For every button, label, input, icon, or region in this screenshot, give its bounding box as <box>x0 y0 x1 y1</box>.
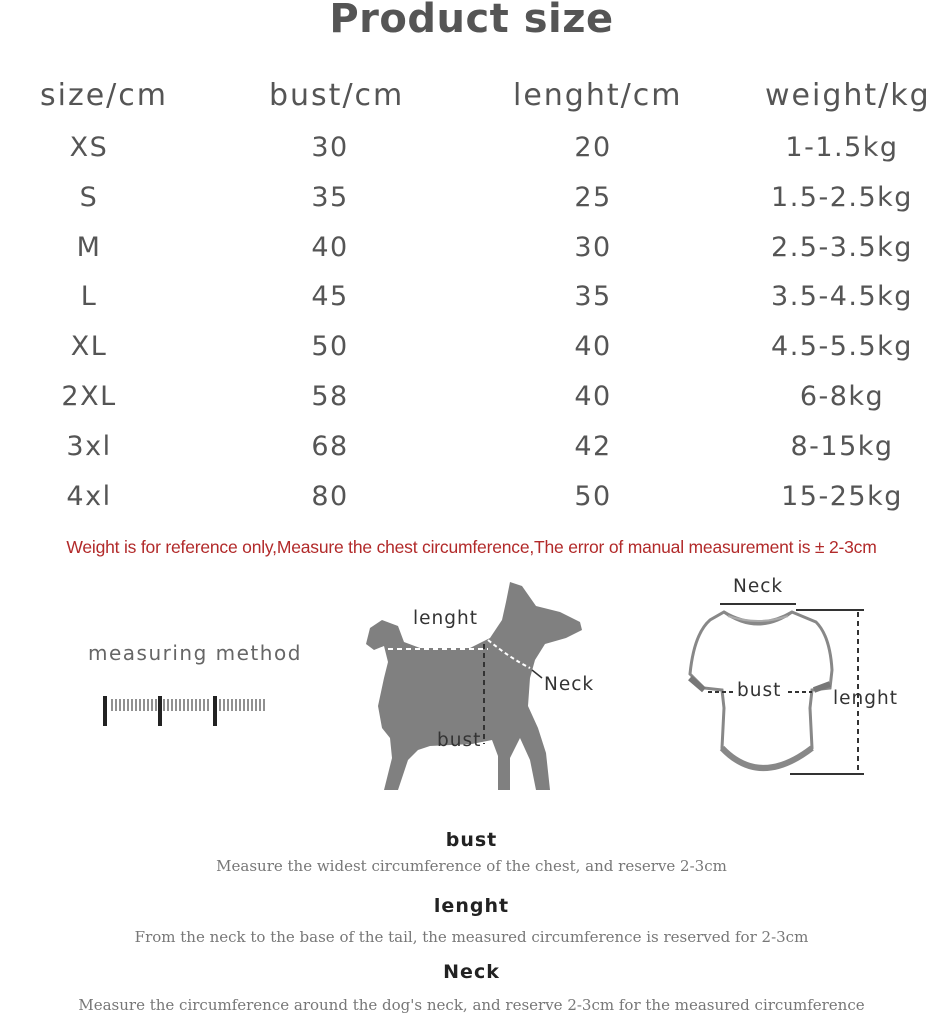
cell-weight: 15-25kg <box>781 480 903 512</box>
neck-desc-title: Neck <box>443 961 500 983</box>
cell-bust: 45 <box>311 281 349 313</box>
cell-size: 2XL <box>61 381 117 412</box>
cell-weight: 2.5-3.5kg <box>771 231 913 263</box>
cell-size: S <box>79 181 99 213</box>
cell-length: 40 <box>574 381 612 412</box>
ruler-icon <box>100 694 270 728</box>
dog-bust-label: bust <box>437 730 482 751</box>
cell-bust: 40 <box>311 231 349 263</box>
cell-length: 20 <box>574 132 612 163</box>
cell-size: 4xl <box>66 480 112 512</box>
cell-bust: 68 <box>311 430 349 462</box>
cell-length: 25 <box>574 181 612 213</box>
cell-size: L <box>80 281 98 313</box>
cell-length: 30 <box>574 231 612 263</box>
header-length: lenght/cm <box>513 78 683 113</box>
header-bust: bust/cm <box>269 78 405 113</box>
shirt-neck-label: Neck <box>733 576 784 597</box>
cell-length: 50 <box>574 480 612 512</box>
cell-weight: 6-8kg <box>799 381 885 412</box>
cell-bust: 80 <box>311 480 349 512</box>
bust-desc-title: bust <box>445 829 498 851</box>
length-desc-title: lenght <box>433 895 510 917</box>
dog-neck-label: Neck <box>544 674 595 695</box>
cell-bust: 35 <box>311 181 349 213</box>
cell-weight: 4.5-5.5kg <box>771 331 913 363</box>
page-title: Product size <box>329 0 614 42</box>
cell-bust: 50 <box>311 331 349 363</box>
shirt-length-label: lenght <box>833 688 898 709</box>
cell-size: 3xl <box>66 430 112 462</box>
cell-weight: 3.5-4.5kg <box>771 281 913 313</box>
cell-length: 40 <box>574 331 612 363</box>
length-desc-text: From the neck to the base of the tail, the measured circumference is reserved for 2-3cm <box>134 928 809 946</box>
dog-length-label: lenght <box>413 608 478 629</box>
header-weight: weight/kg <box>765 78 931 113</box>
cell-weight: 1.5-2.5kg <box>771 181 913 213</box>
reference-note: Weight is for reference only,Measure the chest circumference,The error of manual measurement is ± 2-3cm <box>66 537 877 557</box>
shirt-bust-label: bust <box>737 680 782 701</box>
cell-length: 35 <box>574 281 612 313</box>
cell-bust: 30 <box>311 132 349 163</box>
cell-size: M <box>76 231 102 263</box>
cell-size: XS <box>69 132 109 163</box>
cell-weight: 8-15kg <box>790 430 894 462</box>
neck-desc-text: Measure the circumference around the dog's neck, and reserve 2-3cm for the measured circumference <box>78 996 865 1014</box>
measuring-method-label: measuring method <box>88 641 302 665</box>
cell-bust: 58 <box>311 381 349 412</box>
cell-size: XL <box>70 331 108 363</box>
cell-weight: 1-1.5kg <box>785 132 899 163</box>
cell-length: 42 <box>574 430 612 462</box>
bust-desc-text: Measure the widest circumference of the chest, and reserve 2-3cm <box>216 857 727 875</box>
header-size: size/cm <box>40 78 168 113</box>
